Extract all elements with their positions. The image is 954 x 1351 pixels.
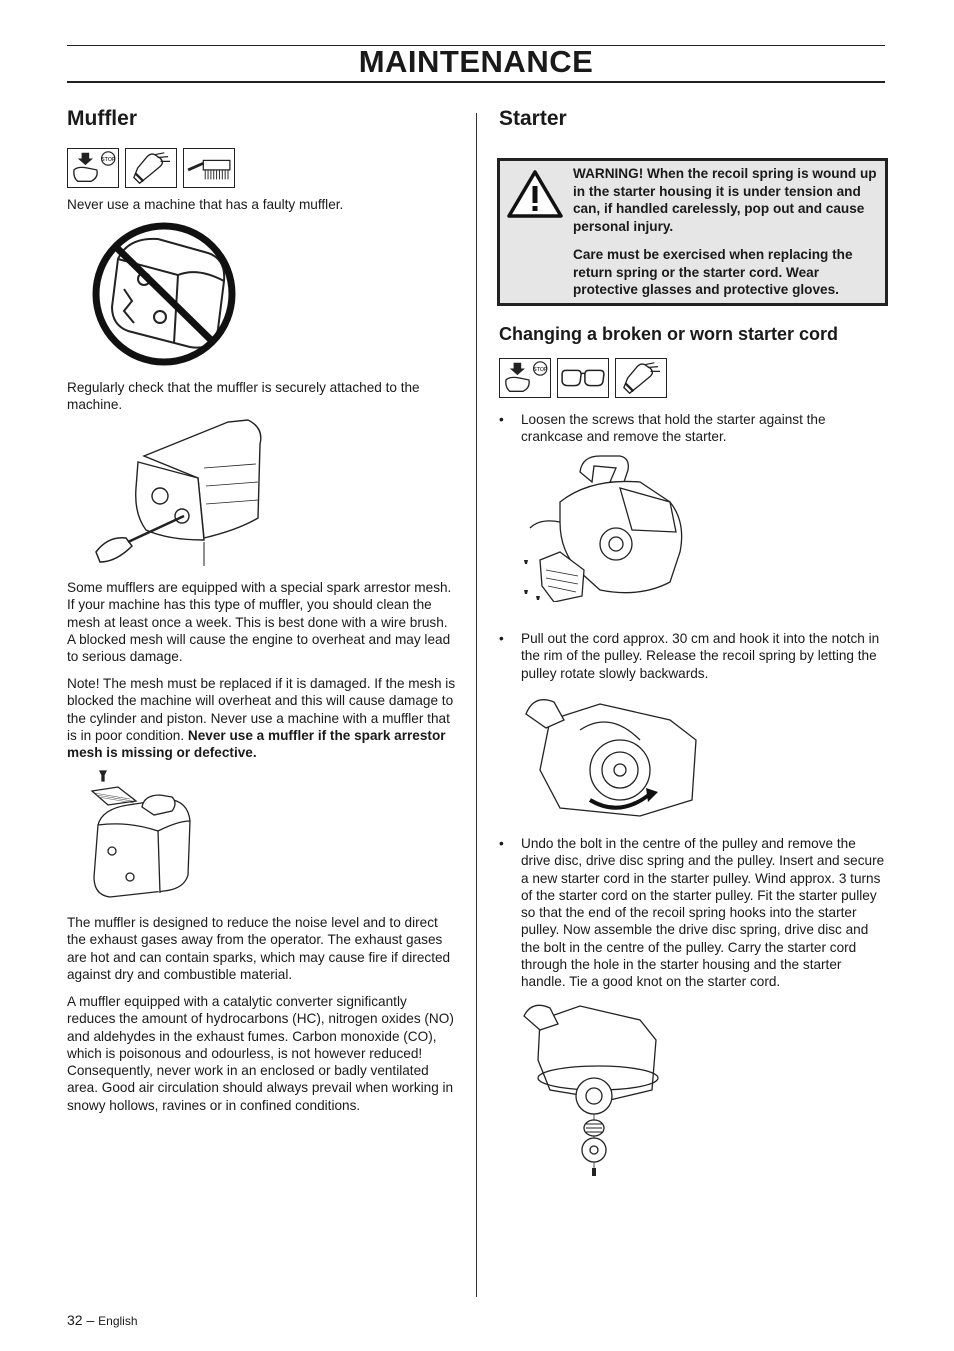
stop-arrow-icon	[67, 148, 119, 188]
muffler-screwdriver-illustration	[88, 418, 264, 570]
bullet-text: Pull out the cord approx. 30 cm and hook it into the notch in the rim of the pulley. Release the recoil spring by letting the pulley rotate slowly backwards.	[521, 631, 880, 681]
muffler-heading: Muffler	[67, 107, 137, 130]
starter-cord-subheading: Changing a broken or worn starter cord	[499, 324, 839, 344]
spark-arrestor-mesh-illustration	[88, 765, 194, 901]
footer-language: English	[98, 1314, 138, 1328]
starter-removal-illustration	[520, 452, 690, 602]
page-title: MAINTENANCE	[358, 44, 594, 79]
muffler-paragraph-4	[67, 675, 457, 761]
starter-heading: Starter	[499, 107, 567, 130]
page-number: 32 –	[67, 1312, 95, 1328]
glove-icon	[615, 358, 667, 398]
warning-text-2: Care must be exercised when replacing the return spring or the starter cord. Wear protective glasses and protective gloves.	[573, 247, 853, 298]
page-footer	[67, 1312, 138, 1328]
warning-text-1: WARNING! When the recoil spring is wound up in the starter housing it is under tension and can, if handled carelessly, pop out and cause personal injury.	[573, 166, 877, 234]
muffler-note-text: Note! The mesh must be replaced if it is damaged. If the mesh is blocked the machine will overheat and this will cause damage to the cylinder and piston. Never use a machine with a muffler that is in poor condition.	[67, 676, 456, 743]
wire-brush-icon	[183, 148, 235, 188]
muffler-paragraph-2: Regularly check that the muffler is securely attached to the machine.	[67, 380, 420, 413]
svg-text:STOP: STOP	[533, 366, 548, 373]
bullet-marker: •	[499, 412, 504, 427]
glasses-icon	[557, 358, 609, 398]
bullet-text: Loosen the screws that hold the starter against the crankcase and remove the starter.	[521, 412, 826, 445]
pulley-release-illustration	[520, 690, 700, 820]
header-rule-bottom	[67, 81, 885, 83]
bullet-marker: •	[499, 631, 504, 646]
svg-text:STOP: STOP	[101, 156, 116, 163]
bullet-marker: •	[499, 836, 504, 851]
muffler-paragraph-6: A muffler equipped with a catalytic converter significantly reduces the amount of hydrocarbons (HC), nitrogen oxides (NO) and aldehydes in the exhaust fumes. Carbon monoxide (CO), which is poisonous and odourless, is not however reduced! Consequently, never work in an enclosed or badly ventilated area. Good air circulation should always prevail when working in snowy hollows, ravines or in confined conditions.	[67, 994, 454, 1113]
faulty-muffler-prohibited-illustration	[88, 219, 240, 369]
starter-pulley-assembly-illustration	[520, 1000, 660, 1182]
stop-arrow-icon	[499, 358, 551, 398]
muffler-paragraph-3: Some mufflers are equipped with a special spark arrestor mesh. If your machine has this type of muffler, you should clean the mesh at least once a week. This is best done with a wire brush. A blocked mesh will cause the engine to overheat and may lead to serious damage.	[67, 580, 452, 665]
warning-triangle-icon	[506, 169, 564, 219]
column-divider	[476, 113, 477, 1297]
muffler-paragraph-5: The muffler is designed to reduce the noise level and to direct the exhaust gases away from the operator. The exhaust gases are hot and can contain sparks, which may cause fire if directed against dry and combustible material.	[67, 915, 451, 982]
muffler-paragraph-1: Never use a machine that has a faulty muffler.	[67, 197, 344, 212]
bullet-text: Undo the bolt in the centre of the pulley and remove the drive disc, drive disc spring and the pulley. Insert and secure a new starter cord in the starter pulley. Wind approx. 3 turns of the starter cord on the starter pulley. Fit the starter pulley so that the end of the recoil spring hooks into the starter pulley. Now assemble the drive disc spring, drive disc and the bolt in the centre of the pulley. Carry the starter cord through the hole in the starter housing and the starter handle. Tie a good knot on the starter cord.	[521, 836, 885, 990]
glove-icon	[125, 148, 177, 188]
warning-box	[497, 158, 888, 306]
muffler-note-bold: Never use a muffler if the spark arrestor mesh is missing or defective.	[67, 727, 446, 761]
